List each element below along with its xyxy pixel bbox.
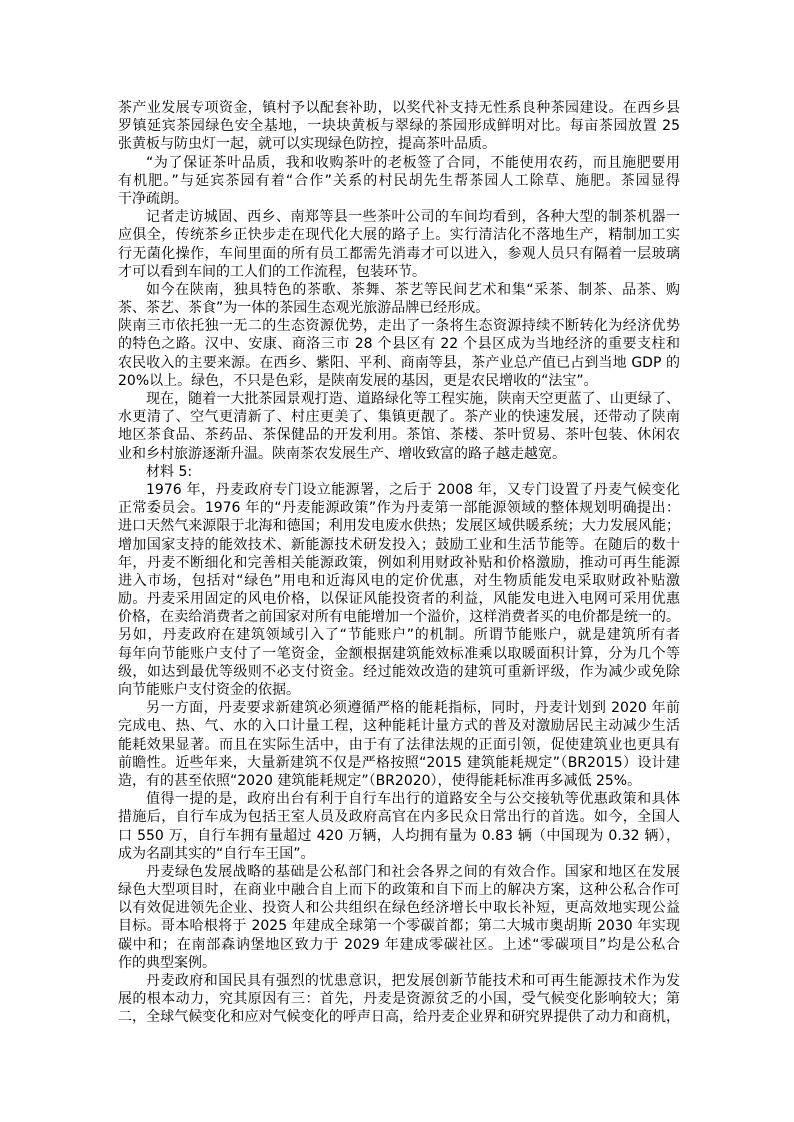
text-line: 能耗效果显著。而且在实际生活中，由于有了法律法规的正面引领，促使建筑业也更具有 [118,736,680,753]
text-line: 向节能账户支付资金的依据。 [118,682,300,698]
text-line: 励。丹麦采用固定的风电价格，以保证风能投资者的利益，风能发电进入电网可采用优惠 [118,591,680,608]
text-line: 完成电、热、气、水的入口计量工程，这种能耗计量方式的普及对激励居民主动减少生活 [118,718,680,735]
text-line: 另一方面，丹麦要求新建筑必须遵循严格的能耗指标，同时，丹麦计划到 2020 年前 [146,700,680,717]
text-line: 作的典型案例。 [118,954,216,971]
text-line: 措施后，自行车成为包括王室人员及政府高官在内多民众日常出行的首选。如今，全国人 [118,809,680,826]
text-line: 丹麦政府和国民具有强烈的忧患意识，把发展创新节能技术和可再生能源技术作为发 [146,973,680,989]
text-line: 口 550 万，自行车拥有量超过 420 万辆，人均拥有量为 0.83 辆（中国现为 0.32 辆）， [118,827,680,844]
text-line: 干净疏朗。 [118,190,188,207]
text-line: 二，全球气候变化和应对气候变化的呼声日高，给丹麦企业界和研究界提供了动力和商机， [118,1009,680,1026]
text-line: 业和乡村旅游逐渐升温。陕南茶农发展生产、增收致富的路子越走越宽。 [118,445,566,462]
paragraph [118,699,680,790]
text-line: 碳中和；在南部森讷堡地区致力于 2029 年建成零碳社区。上述“零碳项目”均是公私合 [118,936,680,953]
text-line: 价格，在卖给消费者之前国家对所有电能增加一个溢价，这样消费者买的电价都是统一的。 [118,609,680,626]
text-line: 张黄板与防虫灯一起，就可以实现绿色防控，提高茶叶品质。 [118,136,496,153]
text-line: 行无菌化操作，车间里面的所有员工都需先消毒才可以进入，参观人员只有隔着一层玻璃 [118,245,680,262]
text-line: 前瞻性。近些年来，大量新建筑不仅是严格按照“2015 建筑能耗规定”（BR2015）设计建 [118,754,680,771]
text-line: 另如，丹麦政府在建筑领域引入了“节能账户”的机制。所谓节能账户，就是建筑所有者 [118,627,680,644]
text-line: 材料 5: [146,463,193,480]
text-line: 有机肥。”与延宾茶园有着“合作”关系的村民胡先生帮茶园人工除草、施肥。茶园显得 [118,172,680,189]
paragraph [118,481,680,699]
text-line: 正常委员会。1976 年的“丹麦能源政策”作为丹麦第一部能源领域的整体规划明确提出： [118,500,680,517]
text-line: 水更清了、空气更清新了、村庄更美了、集镇更靓了。茶产业的快速发展，还带动了陕南 [118,409,680,426]
text-line: 记者走访城固、西乡、南郑等县一些茶叶公司的车间均看到，各种大型的制茶机器一 [146,209,680,226]
text-line: 农民收入的主要来源。在西乡、紫阳、平利、商南等县，茶产业总产值已占到当地 GDP 的 [118,354,680,371]
text-line: “为了保证茶叶品质，我和收购茶叶的老板签了合同，不能使用农药，而且施肥要用 [146,154,680,171]
paragraph [118,208,680,281]
text-line: 丹麦绿色发展战略的基础是公私部门和社会各界之间的有效合作。国家和地区在发展 [146,863,680,880]
text-line: 以有效促进领先企业、投资人和公共组织在绿色经济增长中取长补短，更高效地实现公益 [118,900,680,917]
paragraph [118,790,680,863]
text-line: 20%以上。绿色，不只是色彩，是陕南发展的基因，更是农民增收的“法宝”。 [118,372,598,389]
text-line: 值得一提的是，政府出台有利于自行车出行的道路安全与公交接轨等优惠政策和具体 [146,791,680,808]
document-body [118,99,680,1027]
text-line: 成为名副其实的“自行车王国”。 [118,845,315,862]
text-line: 的特色之路。汉中、安康、商洛三市 28 个县区有 22 个县区成为当地经济的重要支柱和 [118,336,680,353]
text-line: 才可以看到车间的工人们的工作流程，包装环节。 [118,263,426,280]
text-line: 绿色大型项目时，在商业中融合自上而下的政策和自下而上的解决方案，这种公私合作可 [118,882,680,899]
text-line: 造，有的甚至依照“2020 建筑能耗规定”（BR2020），使得能耗标准再多减低 25%。 [118,772,642,789]
text-line: 增加国家支持的能效技术、新能源技术研发投入；鼓励工业和生活节能等。在随后的数十 [118,536,680,553]
text-line: 进口天然气来源限于北海和德国；利用发电废水供热；发展区域供暖系统；大力发展风能； [118,518,680,535]
text-line: 现在，随着一大批茶园景观打造、道路绿化等工程实施，陕南天空更蓝了、山更绿了、 [146,391,680,407]
text-line: 茶、茶艺、茶食”为一体的茶园生态观光旅游品牌已经形成。 [118,300,490,317]
text-line: 级，如达到最优等级则不必支付资金。经过能效改造的建筑可重新评级，作为减少或免除 [118,663,680,680]
paragraph [118,317,680,390]
paragraph [118,463,680,481]
text-line: 应俱全，传统茶乡正快步走在现代化大展的路子上。实行清洁化不落地生产，精制加工实 [118,227,680,244]
paragraph [118,390,680,463]
text-line: 目标。哥本哈根将于 2025 年建成全球第一个零碳首都；第二大城市奥胡斯 2030 年实现 [118,918,680,935]
text-line: 展的根本动力，究其原因有三：首先，丹麦是资源贫乏的小国，受气候变化影响较大；第 [118,991,680,1008]
text-line: 陕南三市依托独一无二的生态资源优势，走出了一条将生态资源持续不断转化为经济优势 [118,318,680,335]
text-line: 进入市场，包括对“绿色”用电和近海风电的定价优惠，对生物质能发电采取财政补贴激 [118,572,680,589]
paragraph [118,154,680,209]
paragraph [118,863,680,972]
text-line: 地区茶食品、茶药品、茶保健品的开发利用。茶馆、茶楼、茶叶贸易、茶叶包装、休闲农 [118,427,680,444]
text-line: 年，丹麦不断细化和完善相关能源政策，例如利用财政补贴和价格激励，推动可再生能源 [118,554,680,571]
text-line: 1976 年，丹麦政府专门设立能源署，之后于 2008 年，又专门设置了丹麦气候变化 [146,481,680,498]
text-line: 罗镇延宾茶园绿色安全基地，一块块黄板与翠绿的茶园形成鲜明对比。每亩茶园放置 25 [118,118,680,135]
paragraph [118,972,680,1027]
paragraph [118,281,680,317]
text-line: 如今在陕南，独具特色的茶歌、茶舞、茶艺等民间艺术和集“采茶、制茶、品茶、购 [146,281,680,298]
paragraph [118,99,680,154]
text-line: 茶产业发展专项资金，镇村予以配套补助，以奖代补支持无性系良种茶园建设。在西乡县 [118,100,680,116]
text-line: 每年向节能账户支付了一笔资金，金额根据建筑能效标准乘以取暖面积计算，分为几个等 [118,645,680,662]
